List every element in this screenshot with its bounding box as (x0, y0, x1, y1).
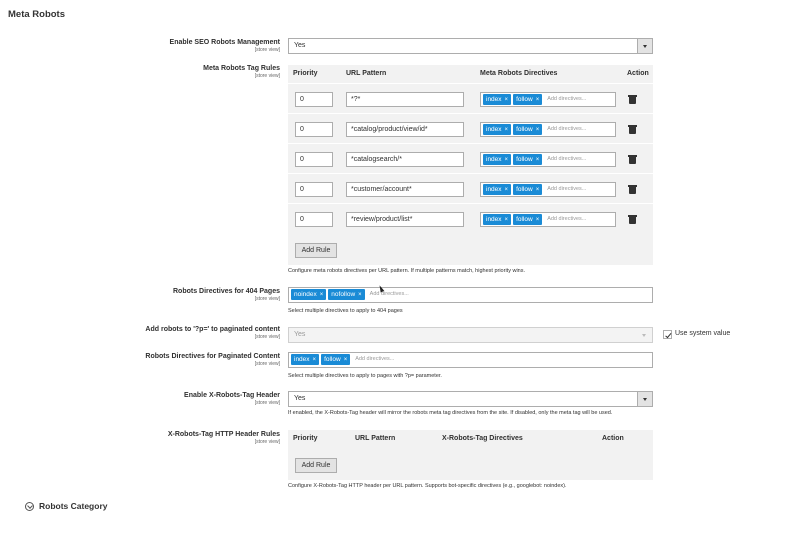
grid-header (288, 430, 653, 448)
url-pattern-input[interactable]: *catalogsearch/* (346, 152, 464, 167)
remove-tag-icon[interactable]: × (535, 217, 540, 223)
meta-rules-label: Meta Robots Tag Rules [store view] (203, 65, 280, 79)
meta-rules-grid (288, 65, 653, 265)
directive-tag-label: follow (516, 186, 533, 193)
directives-multiselect[interactable] (480, 152, 616, 167)
header-action: Action (627, 70, 649, 77)
add-x-robots-rule-button[interactable]: Add Rule (295, 458, 337, 473)
priority-input[interactable]: 0 (295, 92, 333, 107)
delete-icon[interactable] (629, 125, 636, 134)
add-rule-button[interactable]: Add Rule (295, 243, 337, 258)
url-pattern-input[interactable]: *catalog/product/view/id* (346, 122, 464, 137)
directive-tag-label: follow (516, 96, 533, 103)
paginated-add-label: Add robots to '?p=' to paginated content [store view] (145, 326, 280, 340)
enable-seo-label: Enable SEO Robots Management [store view] (169, 39, 280, 53)
directive-tag (513, 214, 542, 225)
add-directives-placeholder[interactable]: Add directives... (547, 96, 587, 102)
paginated-add-select[interactable]: Yes (288, 327, 653, 343)
add-directives-placeholder[interactable]: Add directives... (355, 356, 395, 362)
header-url-pattern: URL Pattern (346, 70, 387, 77)
directives-multiselect[interactable] (480, 212, 616, 227)
x-robots-rules-label: X-Robots-Tag HTTP Header Rules [store view] (167, 431, 280, 445)
directive-tag (513, 124, 542, 135)
directive-tag-label: index (294, 356, 310, 363)
remove-tag-icon[interactable]: × (358, 292, 362, 298)
use-system-value-checkbox[interactable] (663, 330, 672, 339)
x-robots-enable-select[interactable]: Yes (288, 391, 653, 407)
directive-tag (483, 184, 511, 195)
directive-tag-label: follow (516, 216, 533, 223)
directive-tag (291, 354, 319, 365)
paginated-directives-multiselect[interactable] (288, 352, 653, 368)
directives-multiselect[interactable] (480, 182, 616, 197)
priority-input[interactable]: 0 (295, 152, 333, 167)
url-pattern-input[interactable]: *review/product/list* (346, 212, 464, 227)
directive-tag-label: nofollow (331, 291, 356, 298)
directive-tag (483, 214, 511, 225)
section-title: Meta Robots (8, 9, 65, 20)
remove-tag-icon[interactable]: × (535, 187, 540, 193)
directives-multiselect[interactable] (480, 122, 616, 137)
table-row (288, 143, 653, 173)
priority-input[interactable]: 0 (295, 122, 333, 137)
directive-tag (483, 94, 511, 105)
directive-tag-label: index (486, 96, 502, 103)
remove-tag-icon[interactable]: × (535, 127, 540, 133)
header-url-pattern: URL Pattern (355, 435, 396, 442)
add-directives-placeholder[interactable]: Add directives... (547, 126, 587, 132)
remove-tag-icon[interactable]: × (504, 97, 509, 103)
delete-icon[interactable] (629, 95, 636, 104)
remove-tag-icon[interactable]: × (535, 157, 540, 163)
add-directives-placeholder[interactable]: Add directives... (547, 216, 587, 222)
priority-input[interactable]: 0 (295, 212, 333, 227)
paginated-directives-label: Robots Directives for Paginated Content [store view] (145, 353, 280, 367)
directive-tag-label: follow (324, 356, 341, 363)
remove-tag-icon[interactable]: × (319, 292, 324, 298)
header-action: Action (602, 435, 624, 442)
priority-input[interactable]: 0 (295, 182, 333, 197)
robots-404-multiselect[interactable] (288, 287, 653, 303)
add-directives-placeholder[interactable]: Add directives... (547, 186, 587, 192)
remove-tag-icon[interactable]: × (504, 157, 509, 163)
delete-icon[interactable] (629, 155, 636, 164)
directive-tag (483, 124, 511, 135)
directive-tag-label: index (486, 126, 502, 133)
remove-tag-icon[interactable]: × (343, 357, 348, 363)
x-robots-enable-note: If enabled, the X-Robots-Tag header will mirror the robots meta tag directives from the site. If disabled, only the meta tag will be used. (288, 410, 613, 416)
use-system-value-label: Use system value (675, 330, 731, 337)
url-pattern-input[interactable]: *customer/account* (346, 182, 464, 197)
delete-icon[interactable] (629, 215, 636, 224)
table-row (288, 113, 653, 143)
directives-multiselect[interactable] (480, 92, 616, 107)
directive-tag-label: index (486, 186, 502, 193)
chevron-down-icon (637, 328, 652, 342)
remove-tag-icon[interactable]: × (312, 357, 317, 363)
remove-tag-icon[interactable]: × (504, 127, 509, 133)
directive-tag (513, 184, 542, 195)
header-directives: X-Robots-Tag Directives (442, 435, 523, 442)
add-directives-placeholder[interactable]: Add directives... (547, 156, 587, 162)
header-priority: Priority (293, 435, 318, 442)
directive-tag (321, 354, 350, 365)
chevron-down-icon (637, 39, 652, 53)
delete-icon[interactable] (629, 185, 636, 194)
table-row (288, 173, 653, 203)
directive-tag (291, 289, 326, 300)
directive-tag-label: index (486, 156, 502, 163)
directive-tag-label: follow (516, 156, 533, 163)
enable-seo-select[interactable]: Yes (288, 38, 653, 54)
directive-tag (328, 289, 364, 300)
header-directives: Meta Robots Directives (480, 70, 558, 77)
url-pattern-input[interactable]: *?* (346, 92, 464, 107)
header-priority: Priority (293, 70, 318, 77)
remove-tag-icon[interactable]: × (504, 217, 509, 223)
meta-rules-note: Configure meta robots directives per URL pattern. If multiple patterns match, highest priority wins. (288, 268, 526, 274)
paginated-directives-note: Select multiple directives to apply to pages with ?p= parameter. (288, 373, 442, 379)
add-directives-placeholder[interactable]: Add directives... (369, 291, 409, 297)
table-row (288, 83, 653, 113)
robots-category-title: Robots Category (39, 501, 108, 511)
x-robots-rules-note: Configure X-Robots-Tag HTTP header per URL pattern. Supports bot-specific directives (e.g., googlebot: noindex). (288, 483, 567, 489)
remove-tag-icon[interactable]: × (504, 187, 509, 193)
chevron-down-circle-icon (25, 502, 34, 511)
robots-404-note: Select multiple directives to apply to 404 pages (288, 308, 403, 314)
chevron-down-icon (637, 392, 652, 406)
directive-tag (513, 154, 542, 165)
directive-tag (513, 94, 542, 105)
x-robots-enable-label: Enable X-Robots-Tag Header [store view] (184, 392, 280, 406)
robots-404-label: Robots Directives for 404 Pages [store view] (173, 288, 280, 302)
directive-tag (483, 154, 511, 165)
grid-header (288, 65, 653, 83)
directive-tag-label: noindex (294, 291, 317, 298)
remove-tag-icon[interactable]: × (535, 97, 540, 103)
directive-tag-label: follow (516, 126, 533, 133)
directive-tag-label: index (486, 216, 502, 223)
x-robots-rules-grid (288, 430, 653, 480)
table-row (288, 203, 653, 233)
